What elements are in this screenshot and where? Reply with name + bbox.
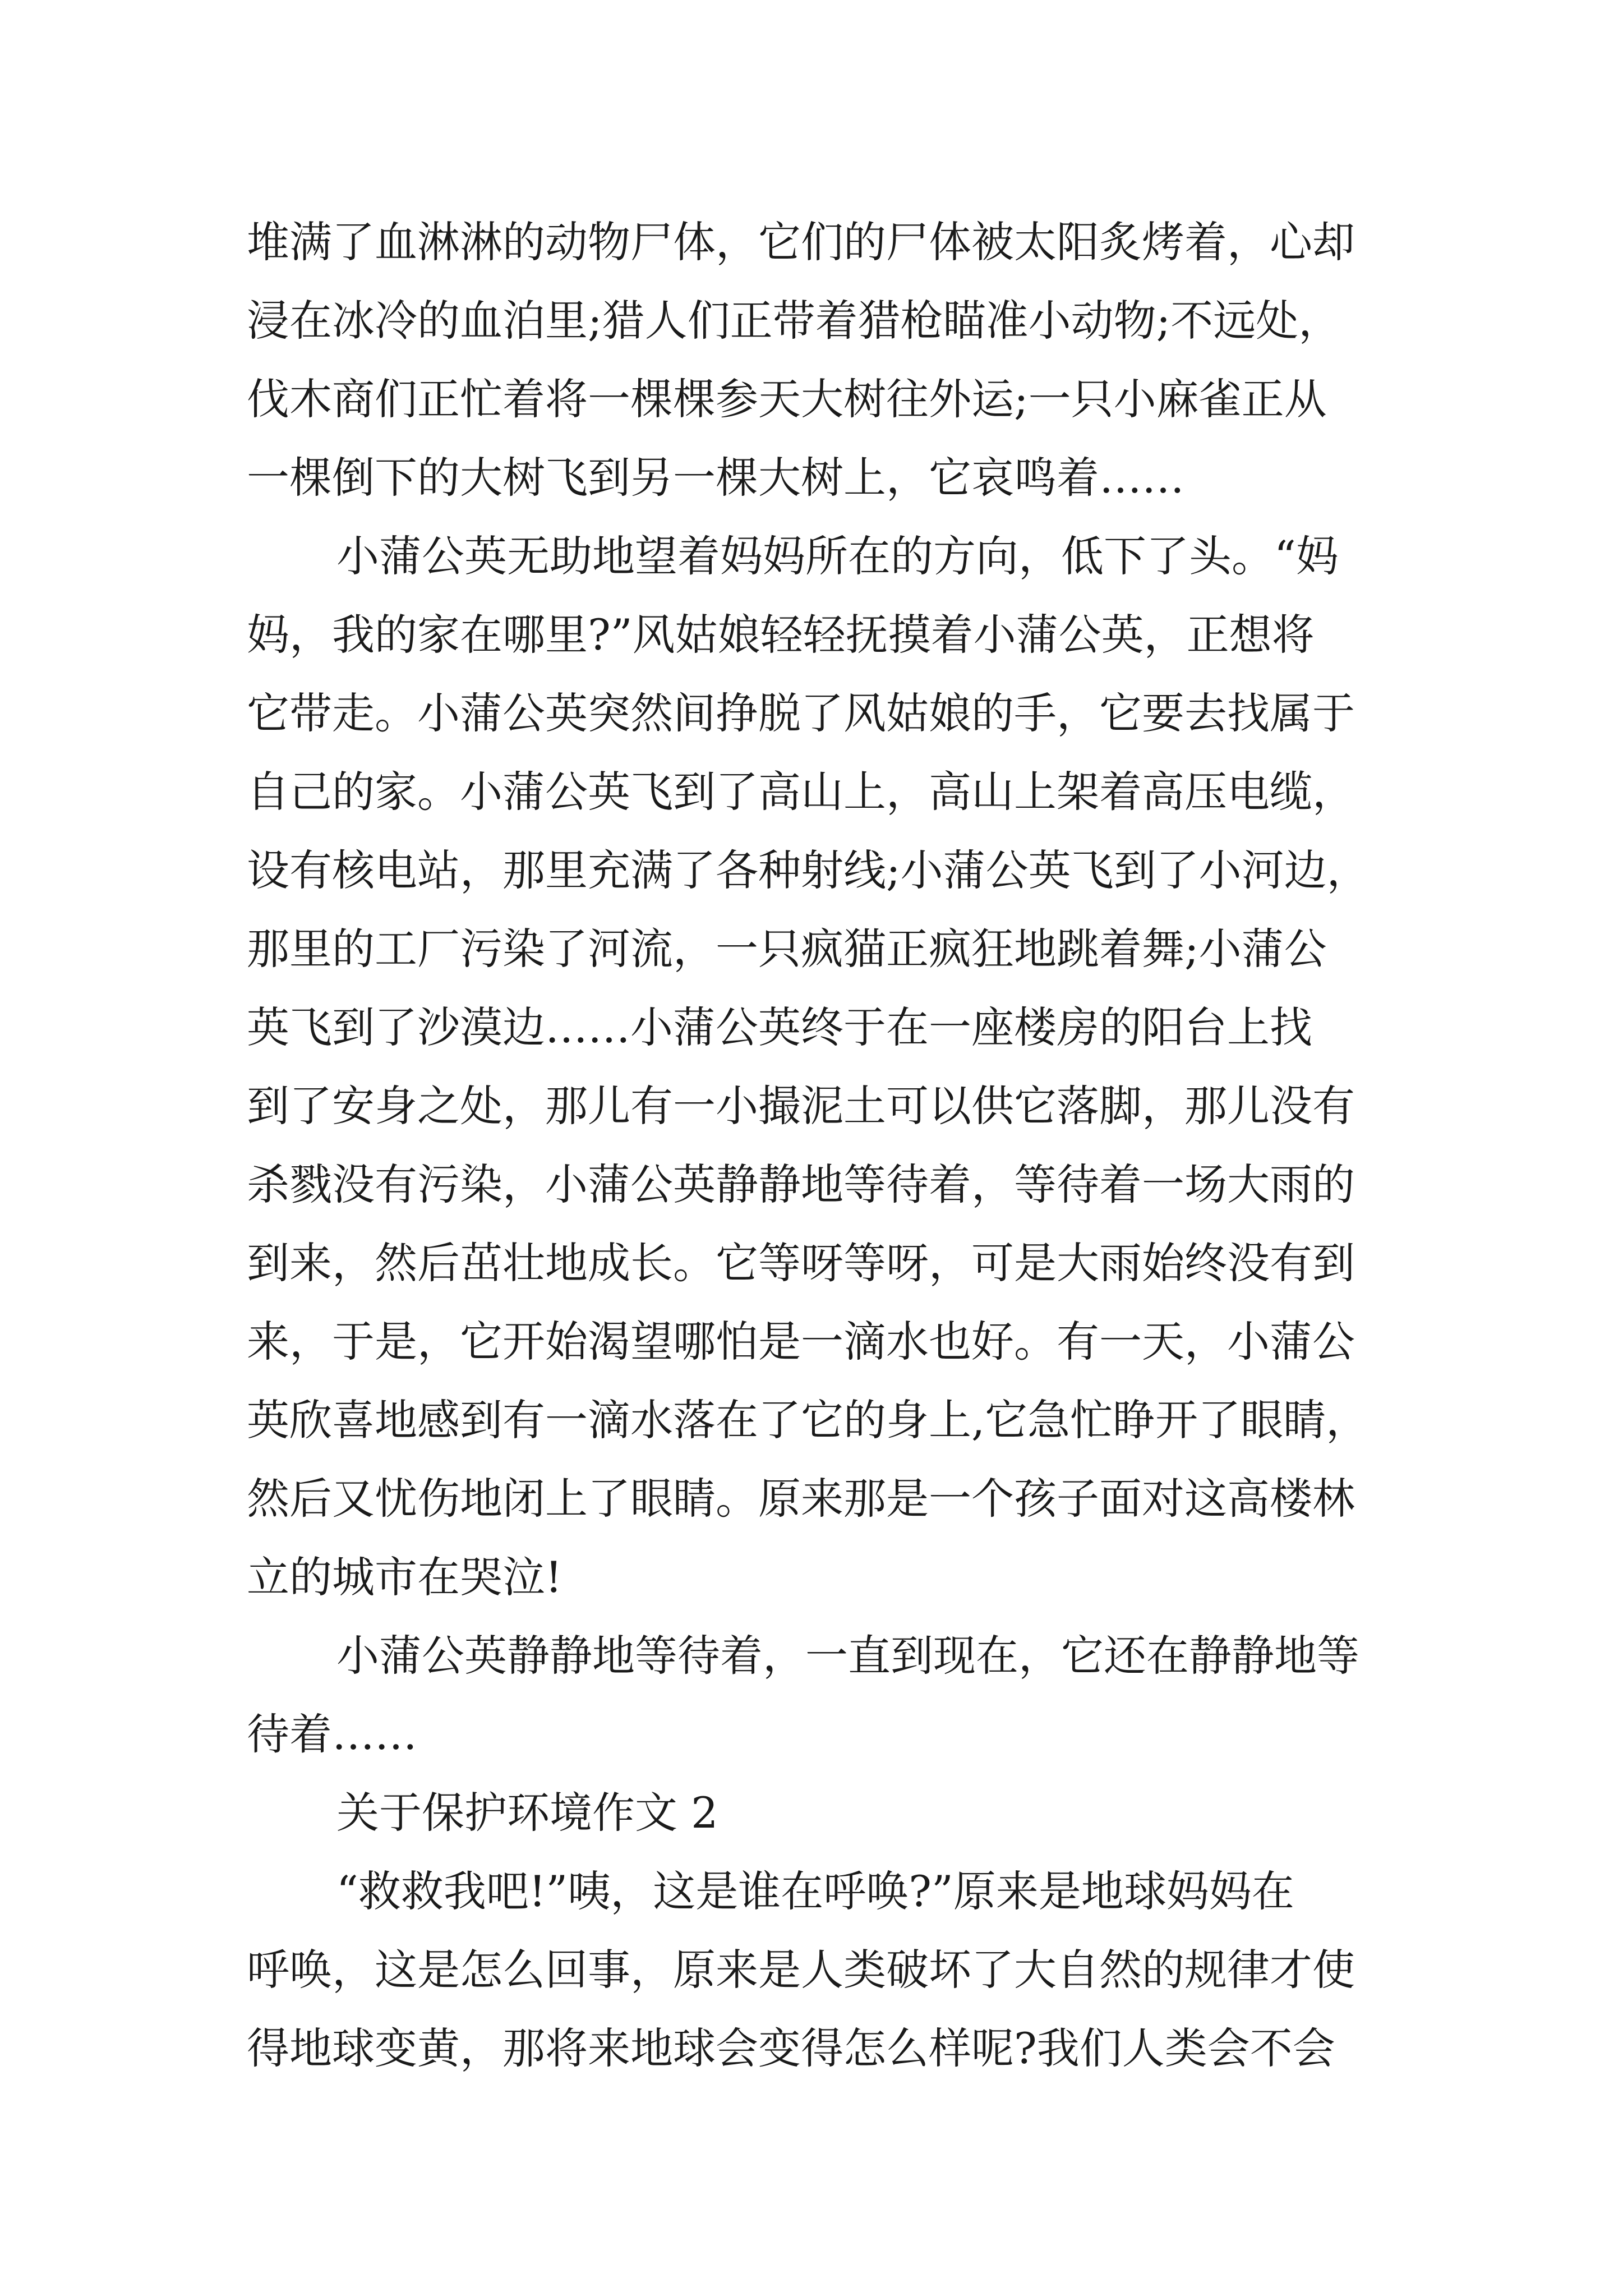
text-line: 英欣喜地感到有一滴水落在了它的身上,它急忙睁开了眼睛， xyxy=(247,1395,1369,1445)
paragraph-start-line: 小蒲公英无助地望着妈妈所在的方向，低下了头。“妈 xyxy=(336,531,1339,581)
text-line: 得地球变黄，那将来地球会变得怎么样呢?我们人类会不会 xyxy=(247,2023,1335,2073)
text-line: 到了安身之处，那儿有一小撮泥土可以供它落脚，那儿没有 xyxy=(247,1081,1355,1131)
text-line: 自己的家。小蒲公英飞到了高山上，高山上架着高压电缆， xyxy=(247,767,1355,817)
text-line: 杀戮没有污染，小蒲公英静静地等待着，等待着一场大雨的 xyxy=(247,1159,1355,1209)
text-line: 呼唤，这是怎么回事，原来是人类破坏了大自然的规律才使 xyxy=(247,1945,1355,1995)
paragraph-start-line: “救救我吧!”咦，这是谁在呼唤?”原来是地球妈妈在 xyxy=(336,1866,1294,1916)
paragraph-start-line: 小蒲公英静静地等待着，一直到现在，它还在静静地等 xyxy=(336,1631,1359,1681)
text-line: 设有核电站，那里充满了各种射线;小蒲公英飞到了小河边， xyxy=(247,845,1370,895)
text-line: 来，于是，它开始渴望哪怕是一滴水也好。有一天，小蒲公 xyxy=(247,1317,1355,1366)
text-line: 那里的工厂污染了河流，一只疯猫正疯狂地跳着舞;小蒲公 xyxy=(247,924,1327,974)
text-line: 它带走。小蒲公英突然间挣脱了风姑娘的手，它要去找属于 xyxy=(247,688,1355,738)
text-line: 堆满了血淋淋的动物尸体，它们的尸体被太阳炙烤着，心却 xyxy=(247,217,1355,267)
text-line: 浸在冰冷的血泊里;猎人们正带着猎枪瞄准小动物;不远处， xyxy=(247,296,1341,346)
section-heading: 关于保护环境作文 2 xyxy=(336,1788,718,1838)
text-line: 英飞到了沙漠边……小蒲公英终于在一座楼房的阳台上找 xyxy=(247,1002,1312,1052)
text-line: 到来，然后茁壮地成长。它等呀等呀，可是大雨始终没有到 xyxy=(247,1238,1355,1288)
text-line: 然后又忧伤地闭上了眼睛。原来那是一个孩子面对这高楼林 xyxy=(247,1474,1355,1524)
text-line: 待着…… xyxy=(247,1709,417,1759)
text-line: 妈，我的家在哪里?”风姑娘轻轻抚摸着小蒲公英，正想将 xyxy=(247,610,1315,660)
text-line: 伐木商们正忙着将一棵棵参天大树往外运;一只小麻雀正从 xyxy=(247,374,1327,424)
text-line: 一棵倒下的大树飞到另一棵大树上，它哀鸣着…… xyxy=(247,453,1184,503)
text-line: 立的城市在哭泣! xyxy=(247,1552,562,1602)
